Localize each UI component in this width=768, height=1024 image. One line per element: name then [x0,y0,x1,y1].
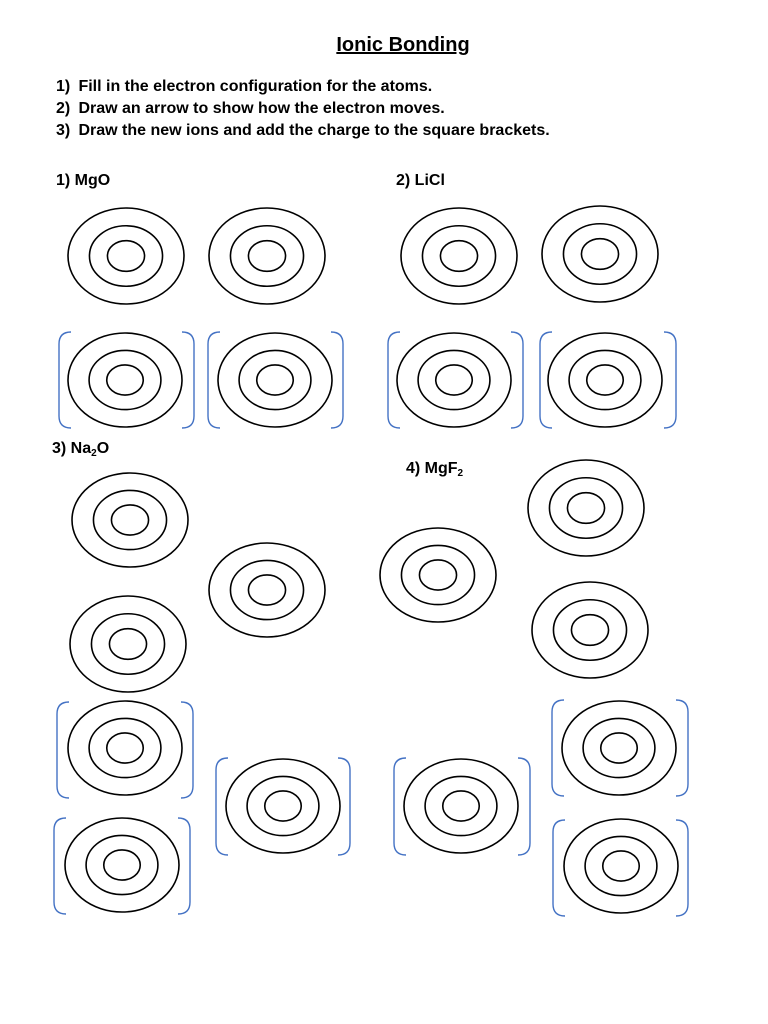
na2o-brackets [57,702,193,798]
mgf2-3-ion [564,819,678,913]
formula-element: MgF [424,460,458,477]
electron-shell-2 [418,350,490,409]
formula: LiCl [414,172,445,189]
electron-shell-2 [239,350,311,409]
electron-shell-3 [419,560,456,590]
left-bracket [540,332,552,428]
electron-shell-1 [218,333,332,427]
mgo-ion [68,333,182,427]
electron-shell-3 [248,241,285,272]
electron-shell-3 [111,505,148,535]
mgo-atom-1 [68,208,184,304]
formula-subscript: 2 [91,448,97,459]
left-bracket [553,820,565,916]
electron-shell-1 [226,759,340,853]
instruction-number: 3) [56,122,71,139]
electron-shell-3 [443,791,479,821]
electron-shell-3 [257,365,293,395]
electron-shell-1 [528,460,644,556]
electron-shell-3 [104,850,140,880]
electron-shell-1 [209,543,325,637]
na2o-atom-2 [70,596,186,692]
licl-atom-2 [542,206,658,302]
page-title: Ionic Bonding [336,34,470,56]
electron-shell-3 [107,733,143,763]
electron-shell-1 [70,596,186,692]
electron-shell-2 [230,560,303,619]
question-number: 1) [56,172,75,189]
electron-shell-1 [401,208,517,304]
right-bracket [178,818,190,914]
na2o-ion [68,701,182,795]
mgf2-ion [404,759,518,853]
formula-subscript: 2 [457,468,464,479]
mgf2-atom-3 [532,582,648,678]
right-bracket [182,332,194,428]
electron-shell-2 [422,226,495,286]
electron-shell-1 [404,759,518,853]
mgf2-2-ion [562,701,676,795]
electron-shell-3 [587,365,623,395]
left-bracket [54,818,66,914]
electron-shell-3 [440,241,477,272]
electron-shell-1 [562,701,676,795]
electron-shell-2 [553,600,626,660]
right-bracket [518,758,530,855]
na2o-atom-3 [209,543,325,637]
electron-shell-1 [72,473,188,567]
licl-brackets [388,332,523,428]
electron-shell-1 [68,208,184,304]
na2o-3-brackets [216,758,350,855]
electron-shell-1 [532,582,648,678]
electron-shell-1 [397,333,511,427]
mgo-2-brackets [208,332,343,428]
electron-shell-2 [583,718,655,777]
electron-shell-3 [109,629,146,660]
electron-shell-1 [564,819,678,913]
electron-shell-2 [401,545,474,604]
electron-shell-3 [436,365,472,395]
electron-shell-2 [89,350,161,409]
electron-shell-1 [68,333,182,427]
mgf2-brackets [394,758,530,855]
right-bracket [676,700,688,796]
electron-shell-1 [542,206,658,302]
electron-shell-3 [601,733,637,763]
mgo-2-ion [218,333,332,427]
electron-shell-2 [425,776,497,835]
licl-ion [397,333,511,427]
mgf2-2-brackets [552,700,688,796]
question-number: 4) [406,460,425,477]
electron-shell-3 [581,239,618,270]
electron-shell-3 [107,241,144,272]
mgo-brackets [59,332,194,428]
instruction-text: Fill in the electron configuration for the atoms. [78,78,433,95]
electron-shell-3 [571,615,608,646]
electron-shell-3 [603,851,639,881]
electron-shell-3 [567,493,604,524]
right-bracket [181,702,193,798]
electron-shell-2 [89,718,161,777]
electron-shell-2 [247,776,319,835]
left-bracket [57,702,69,798]
right-bracket [664,332,676,428]
electron-shell-2 [230,226,303,286]
formula-element: Na [70,440,92,457]
electron-shell-3 [107,365,143,395]
licl-2-ion [548,333,662,427]
electron-shell-2 [89,226,162,286]
na2o-2-brackets [54,818,190,914]
electron-shell-2 [563,224,636,284]
na2o-2-ion [65,818,179,912]
question-number: 3) [52,440,71,457]
electron-shell-1 [548,333,662,427]
left-bracket [388,332,400,428]
instruction-text: Draw an arrow to show how the electron moves. [78,100,445,117]
electron-shell-2 [549,478,622,538]
electron-shell-2 [585,836,657,895]
electron-shell-1 [209,208,325,304]
electron-shell-1 [65,818,179,912]
electron-shell-3 [248,575,285,605]
electron-shell-2 [91,614,164,674]
question-number: 2) [396,172,415,189]
left-bracket [59,332,71,428]
na2o-3-ion [226,759,340,853]
electron-shell-2 [86,835,158,894]
instruction-text: Draw the new ions and add the charge to the square brackets. [78,122,550,139]
mgf2-atom-1 [380,528,496,622]
electron-shell-1 [68,701,182,795]
right-bracket [511,332,523,428]
electron-shell-2 [93,490,166,549]
mgf2-3-brackets [553,820,688,916]
licl-atom-1 [401,208,517,304]
formula: MgO [74,172,111,189]
mgf2-atom-2 [528,460,644,556]
mgo-atom-2 [209,208,325,304]
electron-shell-3 [265,791,301,821]
electron-shell-2 [569,350,641,409]
licl-2-brackets [540,332,676,428]
na2o-atom-1 [72,473,188,567]
instruction-number: 2) [56,100,71,117]
instruction-number: 1) [56,78,71,95]
formula-element: O [96,440,110,457]
electron-shell-1 [380,528,496,622]
